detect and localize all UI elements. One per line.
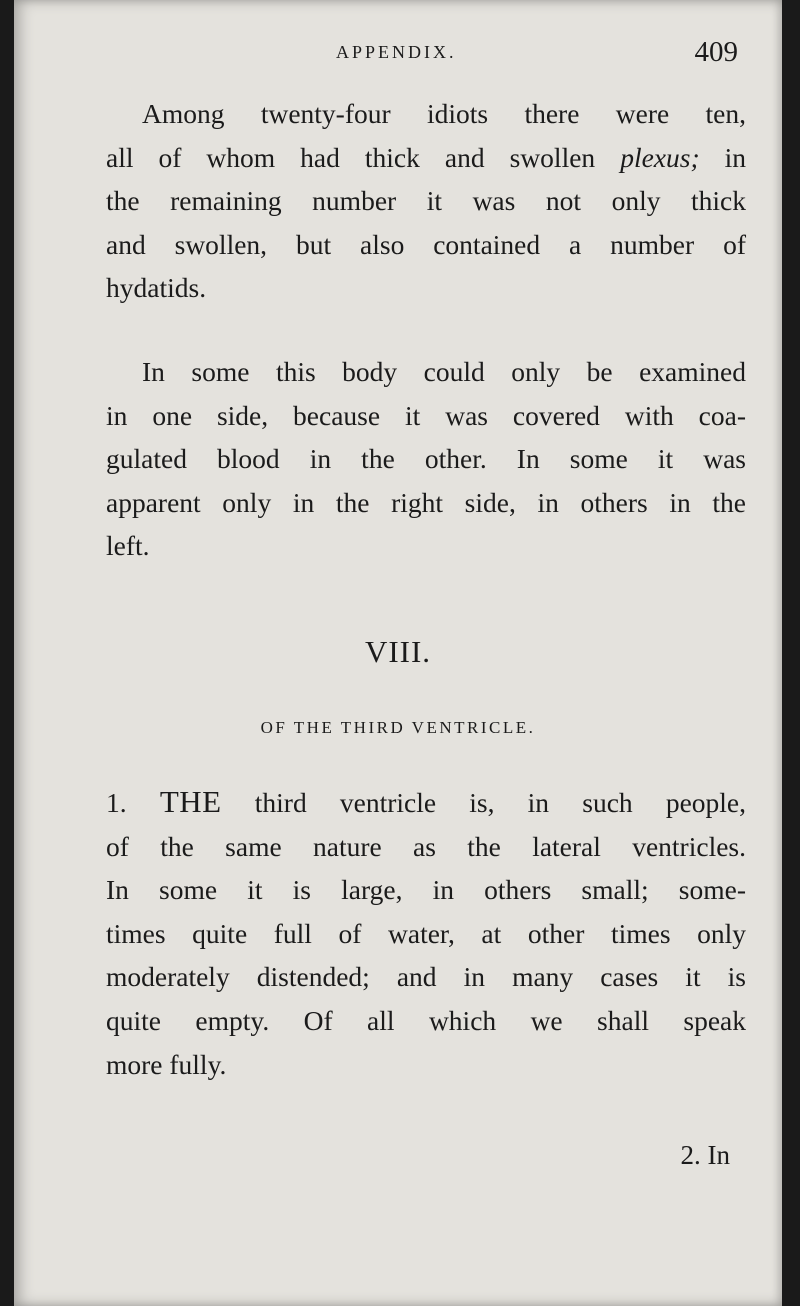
text-line: hydatids.	[106, 272, 207, 304]
text-line: Among twenty-four idiots there were ten,	[142, 98, 746, 129]
paragraph-idiots	[106, 92, 746, 310]
italic-term-plexus: plexus;	[620, 141, 700, 173]
text-line-part: third ventricle is, in such people,	[254, 787, 747, 818]
text-line: and swollen, but also contained a number of	[106, 228, 746, 260]
text-line: gulated blood in the other. In some it was	[106, 443, 746, 475]
text-line-part: in	[724, 141, 747, 173]
text-line: In some it is large, in others small; some-	[106, 874, 746, 906]
text-line: times quite full of water, at other times only	[106, 917, 746, 949]
text-line: apparent only in the right side, in others in the	[106, 486, 746, 518]
text-line-part: all of whom had thick and swollen	[106, 141, 596, 173]
paragraph-third-ventricle	[106, 780, 746, 1086]
page-number: 409	[694, 36, 738, 68]
text-line: the remaining number it was not only thick	[106, 185, 746, 217]
running-head	[14, 38, 782, 78]
text-line	[106, 136, 746, 180]
running-title: APPENDIX.	[336, 42, 457, 62]
text-line: left.	[106, 530, 150, 562]
text-line: quite empty. Of all which we shall speak	[106, 1004, 746, 1036]
text-line: In some this body could only be examined	[142, 356, 746, 387]
text-line: of the same nature as the lateral ventricles.	[106, 830, 746, 862]
text-line: moderately distended; and in many cases it is	[106, 961, 746, 993]
paragraph-lead-caps: THE	[159, 784, 222, 819]
paragraph-examined	[106, 350, 746, 568]
section-number: VIII.	[364, 634, 432, 669]
text-line: in one side, because it was covered with coa-	[106, 399, 746, 431]
book-page	[14, 0, 782, 1306]
catchword: 2. In	[680, 1140, 730, 1170]
text-line	[106, 780, 746, 825]
text-line: more fully.	[106, 1048, 227, 1080]
paragraph-lead-number: 1.	[106, 787, 127, 818]
section-title: OF THE THIRD VENTRICLE.	[260, 718, 536, 737]
